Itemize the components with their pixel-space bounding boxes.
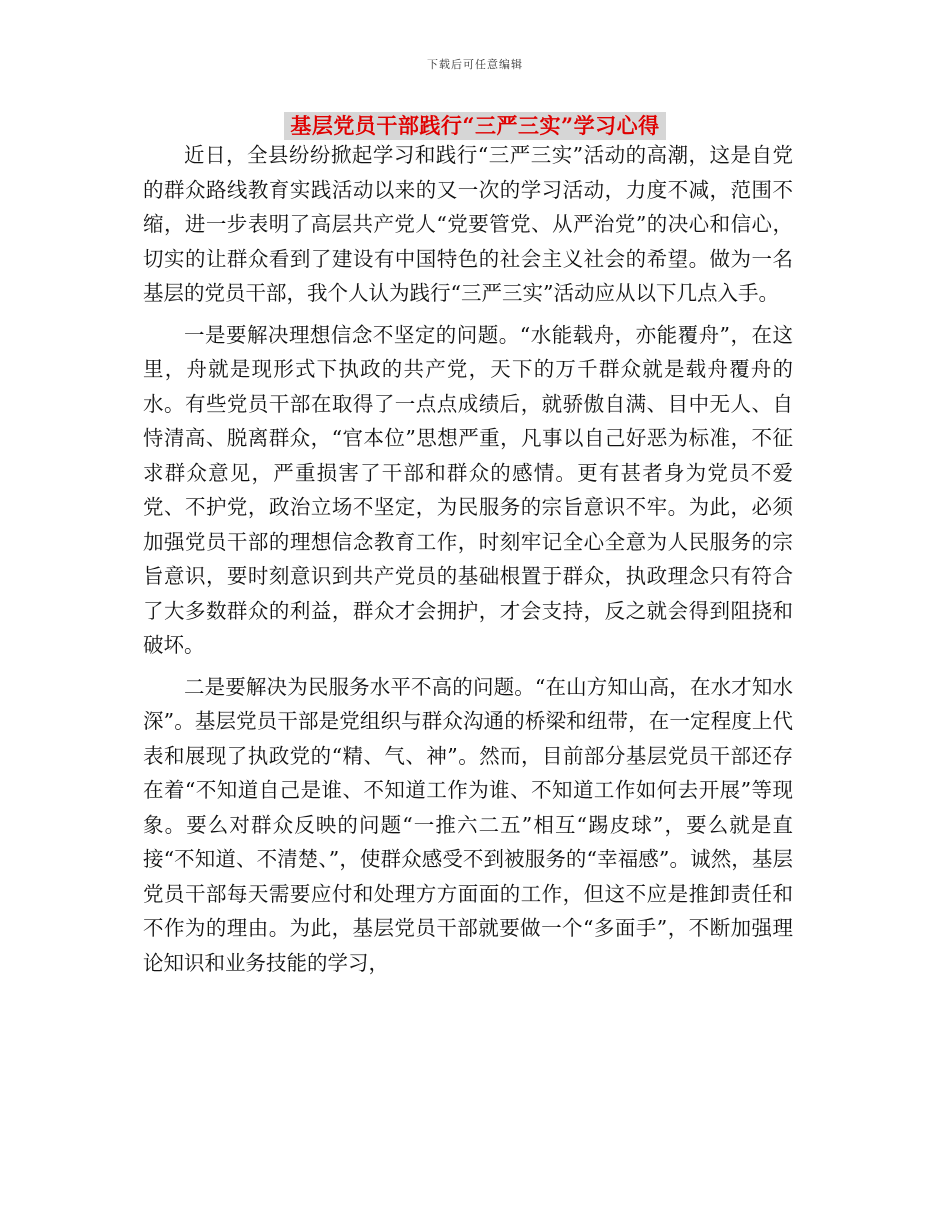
paragraph-point-one: 一是要解决理想信念不坚定的问题。“水能载舟，亦能覆舟”，在这里，舟就是现形式下执政的共产党，天下的万千群众就是载舟覆舟的水。有些党员干部在取得了一点点成绩后，就骄傲自满、目中无人、自恃清高、脱离群众，“官本位”思想严重，凡事以自己好恶为标准，不征求群众意见，严重损害了干部和群众的感情。更有甚者身为党员不爱党、不护党，政治立场不坚定，为民服务的宗旨意识不牢。为此，必须加强党员干部的理想信念教育工作，时刻牢记全心全意为人民服务的宗旨意识，要时刻意识到共产党员的基础根置于群众，执政理念只有符合了大多数群众的利益，群众才会拥护，才会支持，反之就会得到阻挠和破坏。 [143, 322, 793, 657]
title-container [0, 112, 950, 140]
paragraph-point-two: 二是要解决为民服务水平不高的问题。“在山方知山高，在水才知水深”。基层党员干部是党组织与群众沟通的桥梁和纽带，在一定程度上代表和展现了执政党的“精、气、神”。然而，目前部分基层党员干部还存在着“不知道自己是谁、不知道工作为谁、不知道工作如何去开展”等现象。要么对群众反映的问题“一推六二五”相互“踢皮球”，要么就是直接“不知道、不清楚、”，使群众感受不到被服务的“幸福感”。诚然，基层党员干部每天需要应付和处理方方面面的工作，但这不应是推卸责任和不作为的理由。为此，基层党员干部就要做一个“多面手”，不断加强理论知识和业务技能的学习， [143, 674, 793, 975]
paragraph-intro: 近日，全县纷纷掀起学习和践行“三严三实”活动的高潮，这是自党的群众路线教育实践活动以来的又一次的学习活动，力度不减，范围不缩，进一步表明了高层共产党人“党要管党、从严治党”的决心和信心，切实的让群众看到了建设有中国特色的社会主义社会的希望。做为一名基层的党员干部，我个人认为践行“三严三实”活动应从以下几点入手。 [143, 143, 793, 305]
document-body [143, 138, 793, 987]
document-title: 基层党员干部践行“三严三实”学习心得 [284, 112, 665, 140]
header-note: 下载后可任意编辑 [427, 58, 523, 71]
